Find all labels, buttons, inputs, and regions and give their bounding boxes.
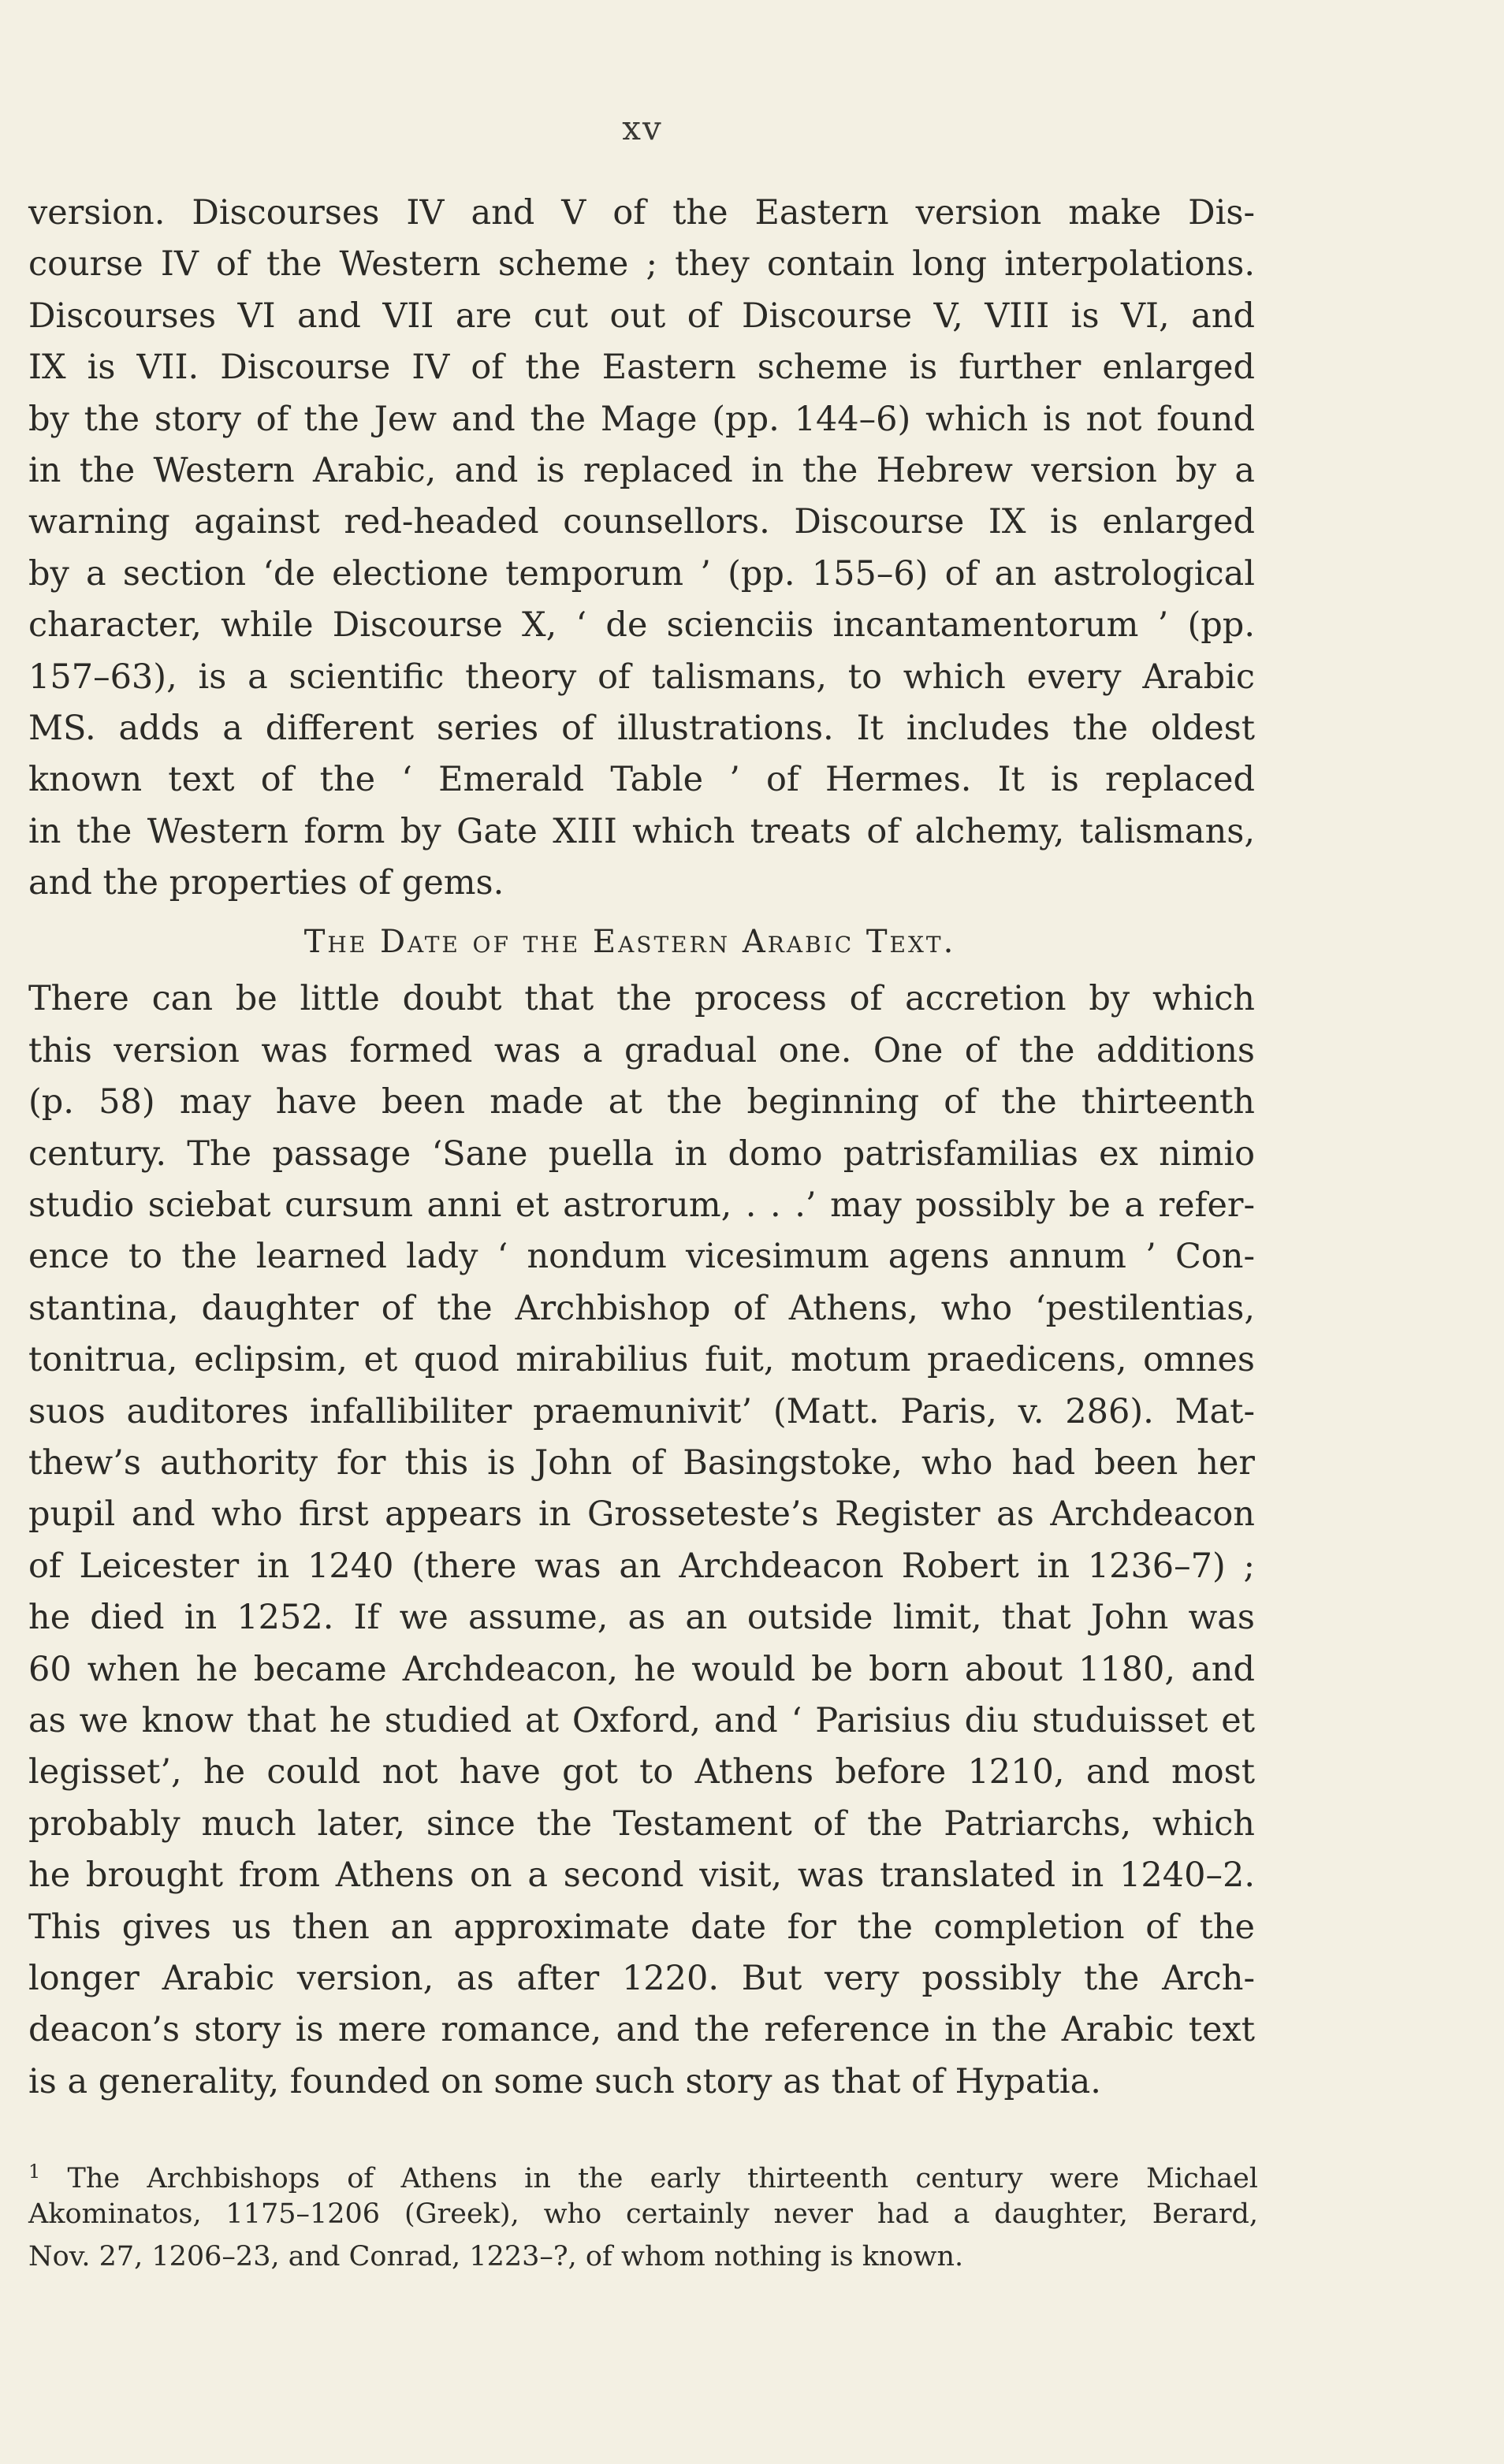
text-line: is a generality, founded on some such story as that of Hypatia. <box>28 2061 1101 2101</box>
text-line: he brought from Athens on a second visit, was translated in 1240–2. <box>28 1855 1255 1896</box>
section-heading: The Date of the Eastern Arabic Text. <box>303 924 956 961</box>
text-line: ence to the learned lady ‘ nondum vicesimum agens annum ’ Con- <box>28 1237 1255 1277</box>
paragraph-1 <box>28 188 1255 909</box>
footnote-line-text: The Archbishops of Athens in the early thirteenth century were Michael <box>67 2163 1258 2194</box>
text-line: studio sciebat cursum anni et astrorum, . . .’ may possibly be a refer- <box>28 1185 1255 1226</box>
body-text <box>28 188 1255 2108</box>
text-line: character, while Discourse X, ‘ de scienciis incantamentorum ’ (pp. <box>28 605 1255 646</box>
text-line: (p. 58) may have been made at the beginning of the thirteenth <box>28 1082 1255 1122</box>
text-line: longer Arabic version, as after 1220. But very possibly the Arch- <box>28 1958 1255 1998</box>
text-line: by a section ‘de electione temporum ’ (pp. 155–6) of an astrological <box>28 553 1255 594</box>
text-line: suos auditores infallibiliter praemunivit’ (Matt. Paris, v. 286). Mat- <box>28 1391 1255 1431</box>
text-line: of Leicester in 1240 (there was an Archdeacon Robert in 1236–7) ; <box>28 1546 1255 1586</box>
text-line: as we know that he studied at Oxford, and ‘ Parisius diu studuisset et <box>28 1700 1255 1740</box>
text-line: known text of the ‘ Emerald Table ’ of Hermes. It is replaced <box>28 760 1255 800</box>
footnote-line: Akominatos, 1175–1206 (Greek), who certainly never had a daughter, Berard, <box>28 2198 1258 2230</box>
text-line: 157–63), is a scientific theory of talismans, to which every Arabic <box>28 657 1255 697</box>
text-line: Discourses VI and VII are cut out of Discourse V, VIII is VI, and <box>28 296 1255 336</box>
text-line: version. Discourses IV and V of the Eastern version make Dis- <box>28 193 1255 233</box>
text-line: in the Western form by Gate XIII which treats of alchemy, talismans, <box>28 811 1255 851</box>
text-line: he died in 1252. If we assume, as an outside limit, that John was <box>28 1598 1255 1638</box>
text-line: 60 when he became Archdeacon, he would be born about 1180, and <box>28 1649 1255 1689</box>
text-line: deacon’s story is mere romance, and the reference in the Arabic text <box>28 2010 1255 2050</box>
text-line: tonitrua, eclipsim, et quod mirabilius fuit, motum praedicens, omnes <box>28 1340 1255 1380</box>
text-line: This gives us then an approximate date for the completion of the <box>28 1907 1255 1947</box>
footnote-marker: 1 <box>28 2161 41 2183</box>
text-line: thew’s authority for this is John of Basingstoke, who had been her <box>28 1442 1255 1483</box>
text-line: probably much later, since the Testament of the Patriarchs, which <box>28 1803 1255 1844</box>
text-line: legisset’, he could not have got to Athens before 1210, and most <box>28 1752 1255 1792</box>
page-number: xv <box>622 109 663 147</box>
text-line: and the properties of gems. <box>28 863 504 903</box>
footnote <box>28 2150 1258 2278</box>
text-line: There can be little doubt that the process of accretion by which <box>28 979 1255 1019</box>
footnote-line: Nov. 27, 1206–23, and Conrad, 1223–?, of whom nothing is known. <box>28 2241 964 2272</box>
text-line: IX is VII. Discourse IV of the Eastern scheme is further enlarged <box>28 348 1255 388</box>
text-line: by the story of the Jew and the Mage (pp. 144–6) which is not found <box>28 399 1255 439</box>
footnote-line <box>28 2150 1258 2193</box>
paragraph-2 <box>28 973 1255 2108</box>
text-line: in the Western Arabic, and is replaced in the Hebrew version by a <box>28 450 1255 490</box>
text-line: course IV of the Western scheme ; they contain long interpolations. <box>28 244 1255 285</box>
text-line: pupil and who first appears in Grosseteste’s Register as Archdeacon <box>28 1494 1255 1535</box>
text-line: stantina, daughter of the Archbishop of Athens, who ‘pestilentias, <box>28 1288 1255 1328</box>
text-line: century. The passage ‘Sane puella in domo patrisfamilias ex nimio <box>28 1133 1255 1174</box>
text-line: this version was formed was a gradual one. One of the additions <box>28 1030 1255 1070</box>
text-line: MS. adds a different series of illustrations. It includes the oldest <box>28 708 1255 748</box>
text-line: warning against red-headed counsellors. Discourse IX is enlarged <box>28 502 1255 542</box>
